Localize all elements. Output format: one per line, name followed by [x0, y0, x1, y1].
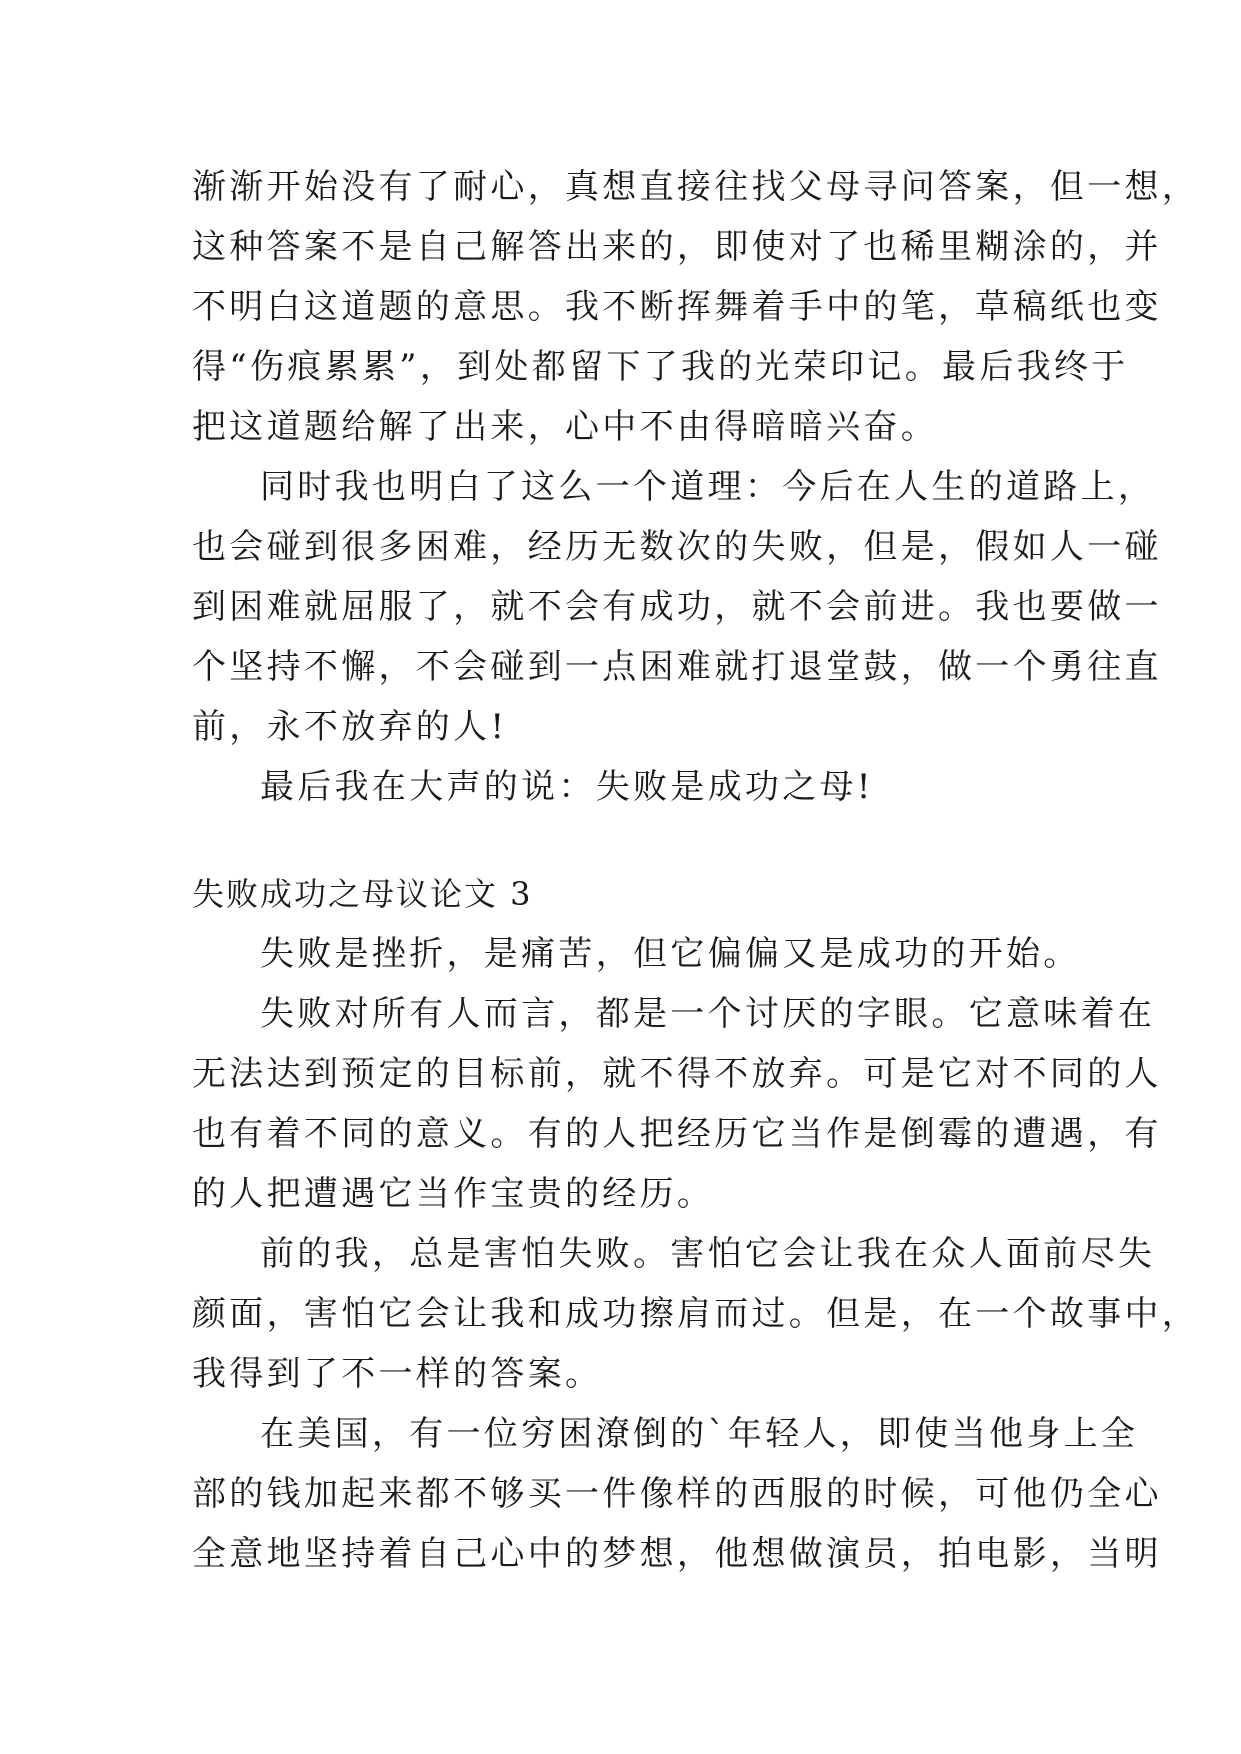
text-line: 不明白这道题的意思。我不断挥舞着手中的笔，草稿纸也变 — [192, 287, 1162, 327]
text-line: 部的钱加起来都不够买一件像样的西服的时候，可他仍全心 — [192, 1474, 1162, 1514]
text-line: 我得到了不一样的答案。 — [192, 1354, 603, 1394]
text-line: 失败是挫折，是痛苦，但它偏偏又是成功的开始。 — [260, 934, 1081, 974]
text-line: 把这道题给解了出来，心中不由得暗暗兴奋。 — [192, 407, 938, 447]
text-line: 在美国，有一位穷困潦倒的`年轻人，即使当他身上全 — [260, 1414, 1139, 1454]
text-line: 也有着不同的意义。有的人把经历它当作是倒霉的遭遇，有 — [192, 1114, 1162, 1154]
text-line: 渐渐开始没有了耐心，真想直接往找父母寻问答案，但一想， — [192, 167, 1200, 207]
text-line: 最后我在大声的说：失败是成功之母! — [260, 767, 874, 807]
text-line: 失败对所有人而言，都是一个讨厌的字眼。它意味着在 — [260, 994, 1156, 1034]
text-line: 到困难就屈服了，就不会有成功，就不会前进。我也要做一 — [192, 587, 1162, 627]
section-heading: 失败成功之母议论文 3 — [192, 875, 533, 913]
text-line: 同时我也明白了这么一个道理：今后在人生的道路上， — [260, 467, 1156, 507]
text-line: 前的我，总是害怕失败。害怕它会让我在众人面前尽失 — [260, 1234, 1156, 1274]
text-line: 这种答案不是自己解答出来的，即使对了也稀里糊涂的，并 — [192, 227, 1162, 267]
text-line: 前，永不放弃的人! — [192, 707, 508, 747]
text-line: 个坚持不懈，不会碰到一点困难就打退堂鼓，做一个勇往直 — [192, 647, 1162, 687]
text-line: 全意地坚持着自己心中的梦想，他想做演员，拍电影，当明 — [192, 1534, 1162, 1574]
text-line: 得“伤痕累累”，到处都留下了我的光荣印记。最后我终于 — [192, 347, 1129, 387]
text-line: 颜面，害怕它会让我和成功擦肩而过。但是，在一个故事中， — [192, 1294, 1200, 1334]
text-line: 无法达到预定的目标前，就不得不放弃。可是它对不同的人 — [192, 1054, 1162, 1094]
text-line: 的人把遭遇它当作宝贵的经历。 — [192, 1174, 715, 1214]
text-line: 也会碰到很多困难，经历无数次的失败，但是，假如人一碰 — [192, 527, 1162, 567]
